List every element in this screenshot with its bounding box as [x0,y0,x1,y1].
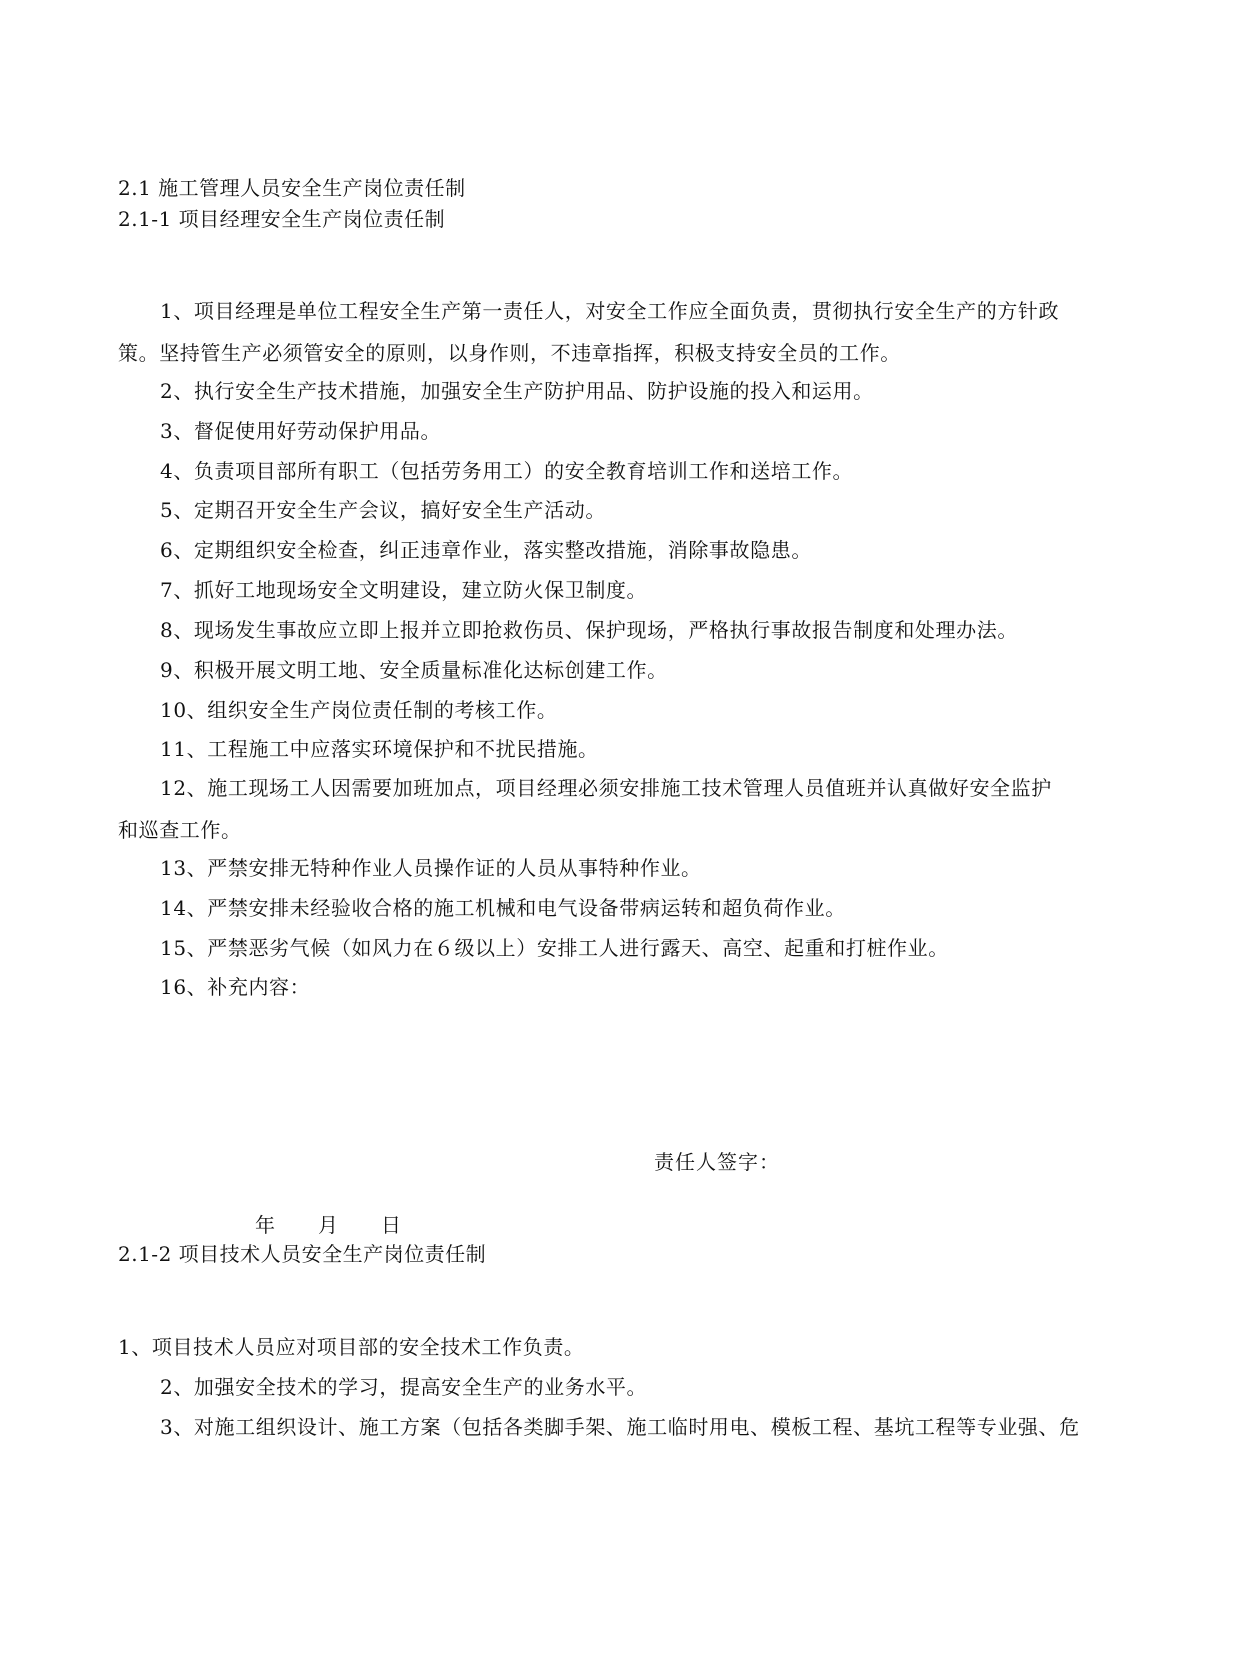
list-item: 2、加强安全技术的学习，提高安全生产的业务水平。 [160,1375,648,1399]
section-title: 2.1 施工管理人员安全生产岗位责任制 [118,176,466,200]
subsection-title-project-manager: 2.1-1 项目经理安全生产岗位责任制 [118,207,446,231]
list-item: 16、补充内容： [160,975,311,999]
list-item: 8、现场发生事故应立即上报并立即抢救伤员、保护现场，严格执行事故报告制度和处理办法。 [160,618,1018,642]
list-item: 4、负责项目部所有职工（包括劳务用工）的安全教育培训工作和送培工作。 [160,459,854,483]
list-item: 2、执行安全生产技术措施，加强安全生产防护用品、防护设施的投入和运用。 [160,379,874,403]
list-item: 3、督促使用好劳动保护用品。 [160,419,442,443]
list-item: 11、工程施工中应落实环境保护和不扰民措施。 [160,737,599,761]
list-item: 9、积极开展文明工地、安全质量标准化达标创建工作。 [160,658,668,682]
date-label: 年 月 日 [255,1213,402,1237]
list-item: 12、施工现场工人因需要加班加点，项目经理必须安排施工技术管理人员值班并认真做好安全监护和巡查工作。 [118,776,1052,842]
list-item: 10、组织安全生产岗位责任制的考核工作。 [160,698,558,722]
list-item: 1、项目技术人员应对项目部的安全技术工作负责。 [118,1335,585,1359]
list-item: 3、对施工组织设计、施工方案（包括各类脚手架、施工临时用电、模板工程、基坑工程等专业强、危 [160,1415,1080,1439]
list-item: 6、定期组织安全检查，纠正违章作业，落实整改措施，消除事故隐患。 [160,538,812,562]
subsection-title-technical-staff: 2.1-2 项目技术人员安全生产岗位责任制 [118,1242,487,1266]
list-item: 5、定期召开安全生产会议，搞好安全生产活动。 [160,498,606,522]
list-item: 1、项目经理是单位工程安全生产第一责任人，对安全工作应全面负责，贯彻执行安全生产的方针政策。坚持管生产必须管安全的原则，以身作则，不违章指挥，积极支持安全员的工作。 [118,299,1060,365]
list-item: 14、严禁安排未经验收合格的施工机械和电气设备带病运转和超负荷作业。 [160,896,846,920]
list-item: 7、抓好工地现场安全文明建设，建立防火保卫制度。 [160,578,648,602]
list-item: 13、严禁安排无特种作业人员操作证的人员从事特种作业。 [160,856,702,880]
signature-label: 责任人签字： [654,1150,780,1174]
list-item: 15、严禁恶劣气候（如风力在６级以上）安排工人进行露天、高空、起重和打桩作业。 [160,936,949,960]
